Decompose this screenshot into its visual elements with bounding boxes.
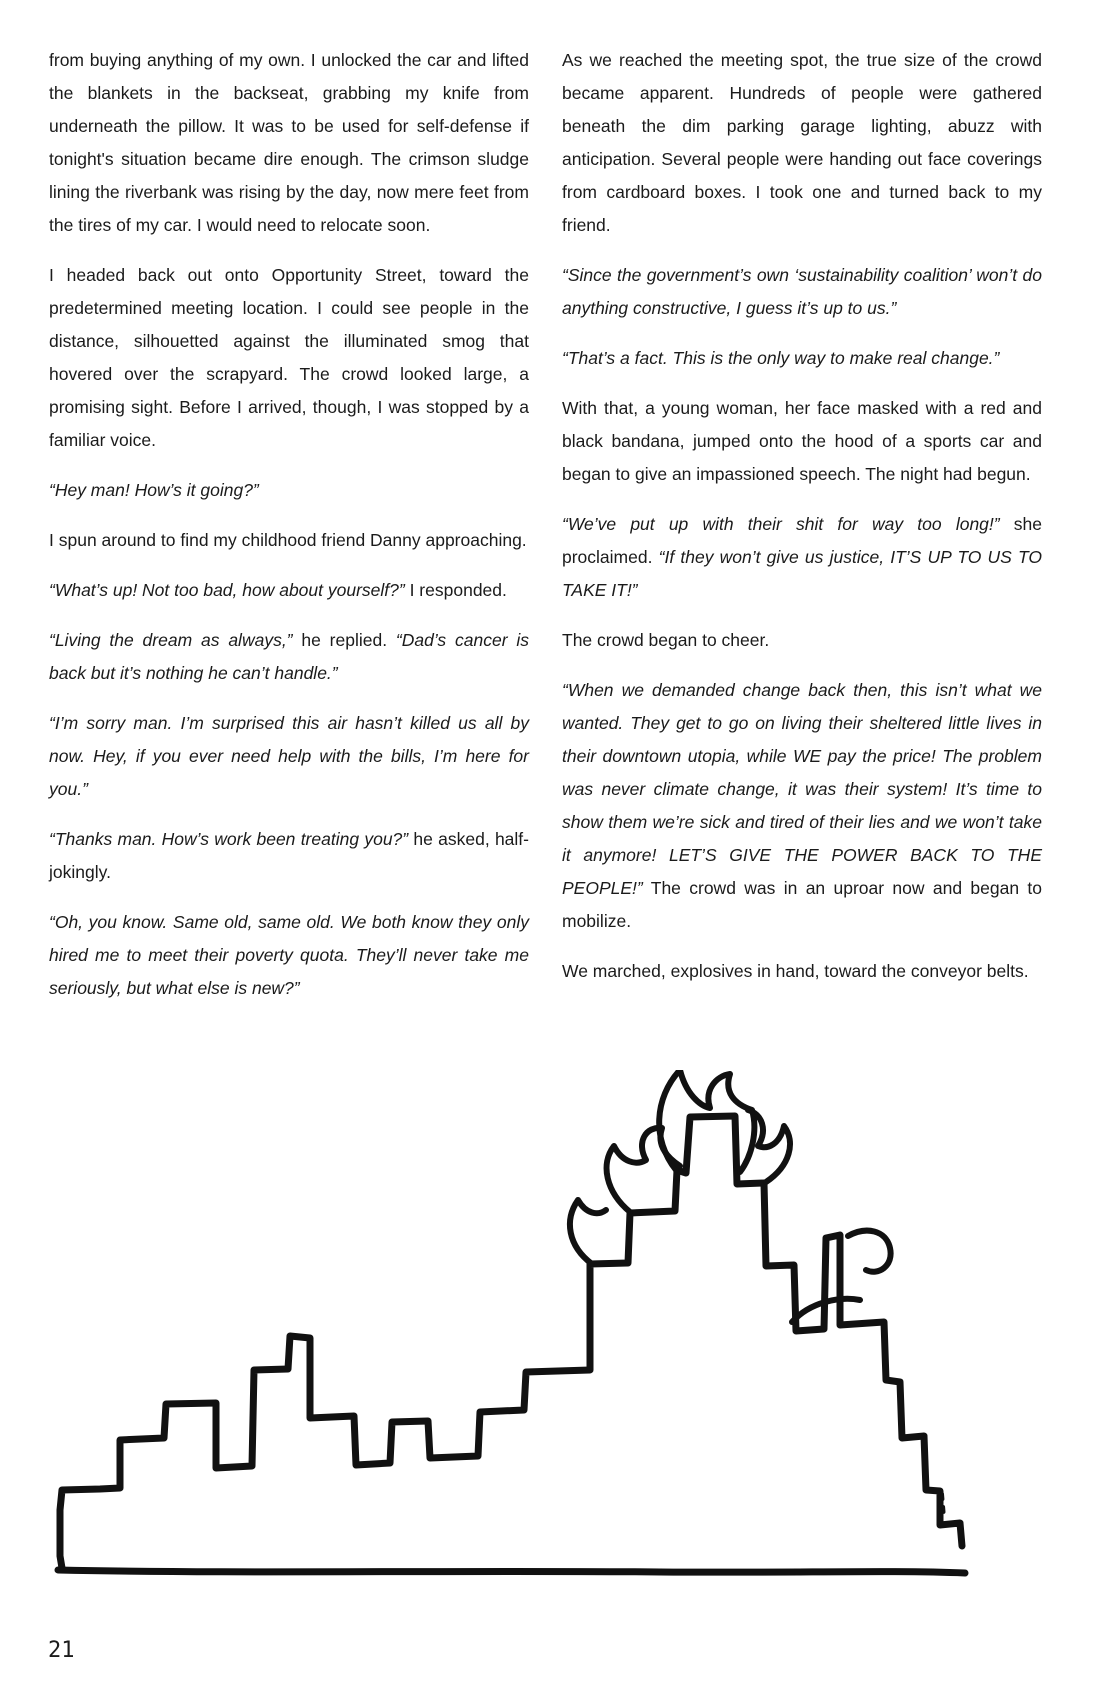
dialogue-quote: “We’ve put up with their shit for way too long!”	[562, 514, 1000, 534]
paragraph: I spun around to find my childhood friend Danny approaching.	[49, 530, 527, 550]
dialogue-quote: “Living the dream as always,”	[49, 630, 293, 650]
dialogue-paragraph	[49, 624, 529, 690]
narration: I responded.	[404, 580, 507, 600]
flame-left	[607, 1128, 680, 1212]
dialogue-quote: “What’s up! Not too bad, how about yourself?”	[49, 580, 405, 600]
dialogue-quote: “Dad’s cancer is back but it’s nothing he can’t handle.”	[49, 630, 530, 683]
dialogue-quote: “When we demanded change back then, this isn’t what we wanted. They get to go on living their sheltered little lives in their downtown utopia, while WE pay the price! The problem was never climate change, it was their system! It’s time to show them we’re sick and tired of their lies and we won’t take it anymore! LET’S GIVE THE POWER BACK TO THE PEOPLE!”	[562, 680, 1042, 898]
dialogue-paragraph	[562, 674, 1042, 938]
narration: The crowd was in an uproar now and began to mobilize.	[562, 878, 1042, 931]
paragraph: from buying anything of my own. I unlocked the car and lifted the blankets in the backseat, grabbing my knife from underneath the pillow. It was to be used for self-defense if tonight's situation became dire enough. The crimson sludge lining the riverbank was rising by the day, now mere feet from the tires of my car. I would need to relocate soon.	[49, 50, 529, 235]
dialogue-paragraph	[49, 823, 529, 889]
paragraph: With that, a young woman, her face masked with a red and black bandana, jumped onto the hood of a sports car and began to give an impassioned speech. The night had begun.	[562, 398, 1042, 484]
paragraph: As we reached the meeting spot, the true size of the crowd became apparent. Hundreds of people were gathered beneath the dim parking garage lighting, abuzz with anticipation. Several people were handing out face coverings from cardboard boxes. I took one and turned back to my friend.	[562, 50, 1042, 235]
dialogue-quote: “Thanks man. How’s work been treating you?”	[49, 829, 409, 849]
narration: he replied.	[292, 630, 396, 650]
narration: he asked, half-jokingly.	[49, 829, 529, 882]
dialogue-line: “That’s a fact. This is the only way to make real change.”	[562, 348, 1000, 368]
paragraph: I headed back out onto Opportunity Street, toward the predetermined meeting location. I could see people in the distance, silhouetted against the illuminated smog that hovered over the scrapyard. The crowd looked large, a promising sight. Before I arrived, though, I was stopped by a familiar voice.	[49, 265, 529, 450]
right-column	[562, 44, 1042, 1005]
dialogue-line: “Hey man! How’s it going?”	[49, 480, 259, 500]
burning-skyline-illustration	[40, 1070, 1060, 1630]
dialogue-line: “I’m sorry man. I’m surprised this air hasn’t killed us all by now. Hey, if you ever need help with the bills, I’m here for you.”	[49, 713, 529, 799]
dialogue-line: “Oh, you know. Same old, same old. We both know they only hired me to meet their poverty quota. They’ll never take me seriously, but what else is new?”	[49, 912, 529, 998]
ground-line	[58, 1570, 965, 1573]
flame-center-top	[659, 1070, 754, 1172]
narration: she proclaimed.	[562, 514, 1043, 567]
dialogue-paragraph	[562, 508, 1042, 607]
paragraph: The crowd began to cheer.	[562, 630, 770, 650]
paragraph: We marched, explosives in hand, toward the conveyor belts.	[562, 961, 1029, 981]
dialogue-paragraph	[49, 574, 529, 607]
flame-lower-left	[570, 1200, 606, 1264]
dialogue-line: “Since the government’s own ‘sustainability coalition’ won’t do anything constructive, I guess it’s up to us.”	[562, 265, 1042, 318]
left-column	[49, 44, 529, 1022]
dialogue-quote: “If they won’t give us justice, IT’S UP TO US TO TAKE IT!”	[562, 547, 1042, 600]
skyline-outline	[60, 1116, 962, 1568]
page-number: 21	[48, 1638, 75, 1663]
